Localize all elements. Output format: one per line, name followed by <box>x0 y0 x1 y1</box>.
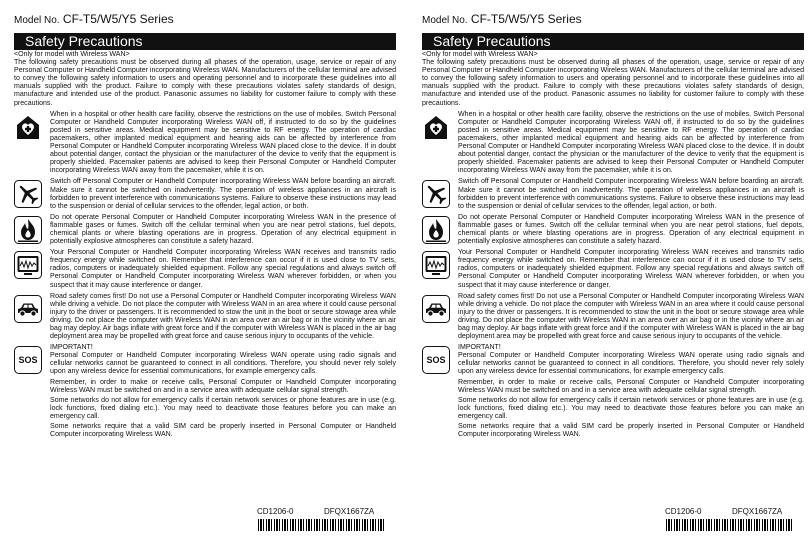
sos-label: SOS <box>14 346 42 374</box>
important-paragraph: Remember, in order to make or receive calls, Personal Computer or Handheld Computer incorporating Wireless WAN must be switched on and in a service area with adequate cellular signal strength. <box>458 378 804 394</box>
important-paragraph: Remember, in order to make or receive calls, Personal Computer or Handheld Computer incorporating Wireless WAN must be switched on and in a service area with adequate cellular signal strength. <box>50 378 396 394</box>
code-left: CD1206-0 <box>257 507 294 516</box>
hospital-heart-icon <box>14 113 42 141</box>
item-road-safety-text: Road safety comes first! Do not use a Personal Computer or Handheld Computer incorporating Wireless WAN while driving a vehicle. Do not place the computer with Wireless WAN in an area where it could cause personal injury to the driver or passengers. It is recommended to stow the unit in the boot or secure stowage area while driving. Do not place the computer with Wireless WAN in an area over an air bag or in the vicinity where an air bag may deploy. Air bags inflate with great force and if the computer with Wireless WAN is placed in the air bag deployment area may be propelled with great force and cause serious injury to occupants of the vehicle. <box>458 292 804 341</box>
important-body <box>458 344 804 441</box>
item-road-safety-text: Road safety comes first! Do not use a Personal Computer or Handheld Computer incorporating Wireless WAN while driving a vehicle. Do not place the computer with Wireless WAN in an area where it could cause personal injury to the driver or passengers. It is recommended to stow the unit in the boot or secure stowage area while driving. Do not place the computer with Wireless WAN in an area over an air bag or in the vicinity where an air bag may deploy. Air bags inflate with great force and if the computer with Wireless WAN is placed in the air bag deployment area may be propelled with great force and cause serious injury to occupants of the vehicle. <box>50 292 396 341</box>
tv-interference-icon <box>14 251 42 279</box>
airplane-icon <box>14 180 42 208</box>
code-right: DFQX1667ZA <box>324 507 375 516</box>
sos-icon <box>14 346 42 374</box>
flammable-icon <box>422 216 450 244</box>
tv-interference-icon <box>422 251 450 279</box>
item-interference <box>422 249 804 289</box>
sos-label: SOS <box>422 346 450 374</box>
flammable-icon <box>14 216 42 244</box>
footer <box>404 503 808 541</box>
important-paragraph: Some networks require that a valid SIM card be properly inserted in Personal Computer or Handheld Computer incorporating Wireless WAN. <box>50 423 396 439</box>
sos-icon <box>422 346 450 374</box>
intro-section <box>422 51 804 108</box>
item-hospital-text: When in a hospital or other health care facility, observe the restrictions on the use of mobiles. Switch Personal Computer or Handheld Computer incorporating Wireless WAN off, if instructed to do so by the guidelines posted in sensitive areas. Medical equipment may be sensitive to RF energy. The operation of cardiac pacemakers, other implanted medical equipment and hearing aids can be affected by interference from Personal Computer or Handheld Computer incorporating Wireless WAN placed close to the device. If in doubt about potential danger, contact the physician or the manufacturer of the device to verify that the equipment is properly shielded. Pacemaker patients are advised to keep their Personal Computer or Handheld Computer incorporating Wireless WAN away from the pacemaker, while it is on. <box>458 110 804 175</box>
item-flammable-text: Do not operate Personal Computer or Handheld Computer incorporating Wireless WAN in the presence of flammable gases or fumes. Switch off the cellular terminal when you are near petrol stations, fuel depots, chemical plants or where blasting operations are in progress. Operation of any electrical equipment in potentially explosive atmospheres can constitute a safety hazard. <box>50 213 396 246</box>
model-number <box>14 12 396 28</box>
car-icon <box>422 295 450 323</box>
hospital-heart-icon <box>422 113 450 141</box>
barcode <box>666 519 792 531</box>
important-paragraph: Personal Computer or Handheld Computer incorporating Wireless WAN operate using radio signals and cellular networks cannot be guaranteed to connect in all conditions. Therefore, you should never rely solely upon any wireless device for essential communications, for example emergency calls. <box>50 352 396 376</box>
important-title: IMPORTANT! <box>50 344 93 352</box>
safety-banner: Safety Precautions <box>14 33 396 50</box>
intro-heading: <Only for model with Wireless WAN> <box>14 51 130 58</box>
important-paragraph: Personal Computer or Handheld Computer incorporating Wireless WAN operate using radio signals and cellular networks cannot be guaranteed to connect in all conditions. Therefore, you should never rely solely upon any wireless device for essential communications, for example emergency calls. <box>458 352 804 376</box>
intro-section <box>14 51 396 108</box>
item-hospital <box>422 111 804 176</box>
item-road-safety <box>422 293 804 342</box>
car-icon <box>14 295 42 323</box>
item-flammable <box>14 214 396 246</box>
item-flammable <box>422 214 804 246</box>
code-left: CD1206-0 <box>665 507 702 516</box>
model-prefix: Model No. <box>14 15 60 26</box>
item-aircraft <box>14 178 396 210</box>
intro-text: The following safety precautions must be observed during all phases of the operation, usage, service or repair of any Personal Computer or Handheld Computer incorporating Wireless WAN. Manufacturers of the cellular terminal are advised to convey the following safety information to users and operating personnel and to incorporate these guidelines into all manuals supplied with the product. Failure to comply with these precautions violates safety standards of design, manufacture and intended use of the product. Panasonic assumes no liability for customer failure to comply with these precautions. <box>422 59 805 107</box>
important-body <box>50 344 396 441</box>
model-name: CF-T5/W5/Y5 Series <box>62 12 174 26</box>
item-important <box>422 344 804 441</box>
item-interference-text: Your Personal Computer or Handheld Computer incorporating Wireless WAN receives and transmits radio frequency energy while switched on. Remember that interference can occur if it is used close to TV sets, radios, computers or inadequately shielded equipment. Follow any special regulations and always switch off Personal Computer or Handheld Computer incorporating Wireless WAN wherever forbidden, or when you suspect that it may cause interference or danger. <box>50 249 396 289</box>
item-important <box>14 344 396 441</box>
important-paragraph: Some networks do not allow for emergency calls if certain network services or phone features are in use (e.g. lock functions, fixed dialing etc.). You may need to deactivate those features before you can make an emergency call. <box>458 396 804 420</box>
item-aircraft <box>422 178 804 210</box>
item-road-safety <box>14 293 396 342</box>
barcode <box>258 519 384 531</box>
model-number <box>422 12 804 28</box>
item-flammable-text: Do not operate Personal Computer or Handheld Computer incorporating Wireless WAN in the presence of flammable gases or fumes. Switch off the cellular terminal when you are near petrol stations, fuel depots, chemical plants or where blasting operations are in progress. Operation of any electrical equipment in potentially explosive atmospheres can constitute a safety hazard. <box>458 213 804 246</box>
safety-banner: Safety Precautions <box>422 33 804 50</box>
column-right <box>404 0 808 541</box>
model-name: CF-T5/W5/Y5 Series <box>470 12 582 26</box>
item-hospital-text: When in a hospital or other health care facility, observe the restrictions on the use of mobiles. Switch Personal Computer or Handheld Computer incorporating Wireless WAN off, if instructed to do so by the guidelines posted in sensitive areas. Medical equipment may be sensitive to RF energy. The operation of cardiac pacemakers, other implanted medical equipment and hearing aids can be affected by interference from Personal Computer or Handheld Computer incorporating Wireless WAN placed close to the device. If in doubt about potential danger, contact the physician or the manufacturer of the device to verify that the equipment is properly shielded. Pacemaker patients are advised to keep their Personal Computer or Handheld Computer incorporating Wireless WAN away from the pacemaker, while it is on. <box>50 110 396 175</box>
code-right: DFQX1667ZA <box>732 507 783 516</box>
item-aircraft-text: Switch off Personal Computer or Handheld Computer incorporating Wireless WAN before boarding an aircraft. Make sure it cannot be switched on inadvertently. The operation of wireless appliances in an aircraft is forbidden to prevent interference with communications systems. Failure to observe these instructions may lead to the suspension or denial of cellular services to the offender, legal action, or both. <box>50 178 396 210</box>
item-interference <box>14 249 396 289</box>
important-paragraph: Some networks do not allow for emergency calls if certain network services or phone features are in use (e.g. lock functions, fixed dialing etc.). You may need to deactivate those features before you can make an emergency call. <box>50 396 396 420</box>
model-prefix: Model No. <box>422 15 468 26</box>
intro-heading: <Only for model with Wireless WAN> <box>422 51 538 58</box>
item-interference-text: Your Personal Computer or Handheld Computer incorporating Wireless WAN receives and transmits radio frequency energy while switched on. Remember that interference can occur if it is used close to TV sets, radios, computers or inadequately shielded equipment. Follow any special regulations and always switch off Personal Computer or Handheld Computer incorporating Wireless WAN wherever forbidden, or when you suspect that it may cause interference or danger. <box>458 249 804 289</box>
intro-text: The following safety precautions must be observed during all phases of the operation, usage, service or repair of any Personal Computer or Handheld Computer incorporating Wireless WAN. Manufacturers of the cellular terminal are advised to convey the following safety information to users and operating personnel and to incorporate these guidelines into all manuals supplied with the product. Failure to comply with these precautions violates safety standards of design, manufacture and intended use of the product. Panasonic assumes no liability for customer failure to comply with these precautions. <box>14 59 397 107</box>
item-hospital <box>14 111 396 176</box>
item-aircraft-text: Switch off Personal Computer or Handheld Computer incorporating Wireless WAN before boarding an aircraft. Make sure it cannot be switched on inadvertently. The operation of wireless appliances in an aircraft is forbidden to prevent interference with communications systems. Failure to observe these instructions may lead to the suspension or denial of cellular services to the offender, legal action, or both. <box>458 178 804 210</box>
airplane-icon <box>422 180 450 208</box>
important-paragraph: Some networks require that a valid SIM card be properly inserted in Personal Computer or Handheld Computer incorporating Wireless WAN. <box>458 423 804 439</box>
important-title: IMPORTANT! <box>458 344 501 352</box>
footer <box>0 503 404 541</box>
